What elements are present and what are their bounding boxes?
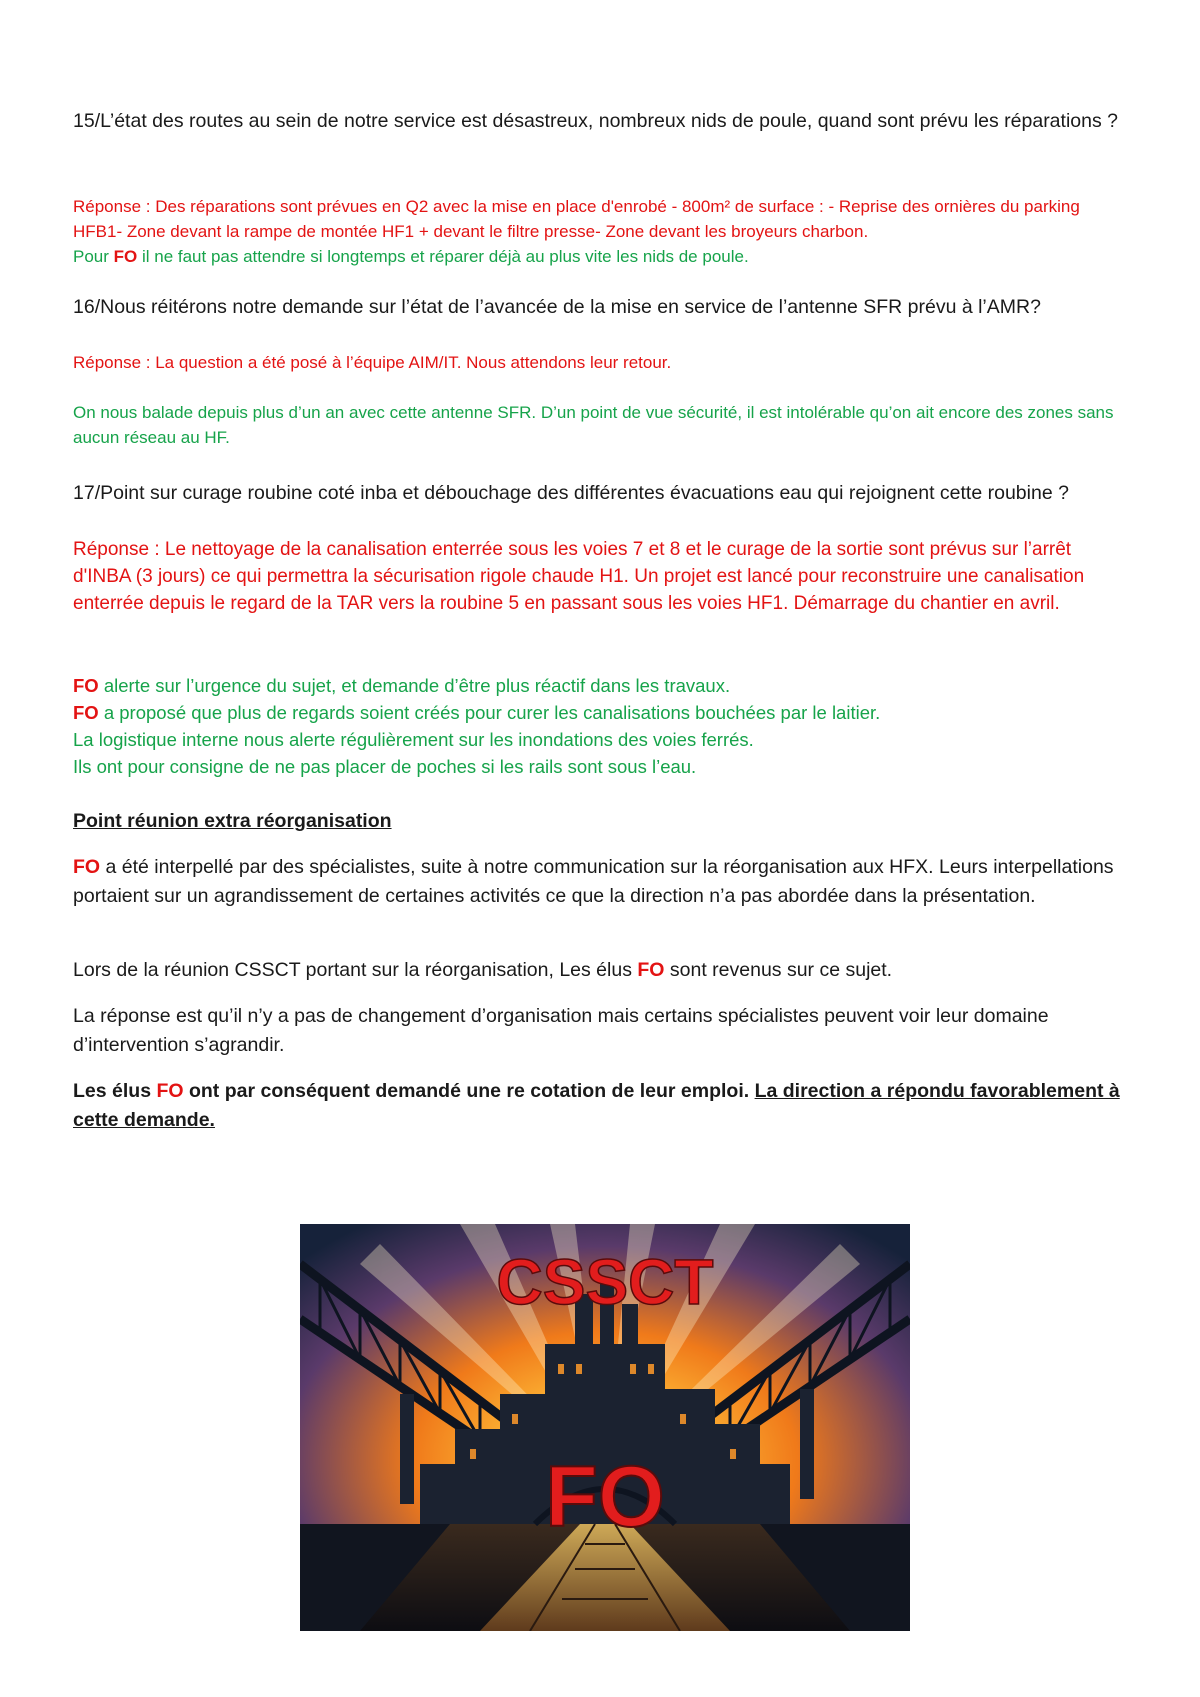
- question-17: 17/Point sur curage roubine coté inba et débouchage des différentes évacuations eau qui rejoignent cette roubine ?: [73, 482, 1069, 504]
- reorg-paragraph-4: Les élus FO ont par conséquent demandé une re cotation de leur emploi. La direction a répondu favorablement à cette demande.: [73, 1080, 1120, 1131]
- reorg-paragraph-1: FO a été interpellé par des spécialistes, suite à notre communication sur la réorganisation aux HFX. Leurs interpellations portaient sur un agrandissement de certaines activités ce que la direction n’a pas abordée dans la présentation.: [73, 856, 1114, 907]
- fo-line-3: La logistique interne nous alerte régulièrement sur les inondations des voies ferrés.: [73, 729, 754, 750]
- question-15: 15/L’état des routes au sein de notre service est désastreux, nombreux nids de poule, quand sont prévu les réparations ?: [73, 110, 1118, 132]
- poster-title: CSSCT: [496, 1246, 714, 1318]
- fo-line-4: Ils ont pour consigne de ne pas placer de poches si les rails sont sous l’eau.: [73, 756, 697, 777]
- section-heading: Point réunion extra réorganisation: [73, 810, 392, 832]
- response-17: Réponse : Le nettoyage de la canalisation enterrée sous les voies 7 et 8 et le curage de la sortie sont prévus sur l’arrêt d'INBA (3 jours) ce qui permettra la sécurisation rigole chaude H1. Un projet est lancé pour reconstruire une canalisation enterrée depuis le regard de la TAR vers la roubine 5 en passant sous les voies HF1. Démarrage du chantier en avril.: [73, 539, 1085, 614]
- fo-label: FO: [73, 702, 99, 723]
- fo-comment-17: [73, 672, 1133, 780]
- question-16: 16/Nous réitérons notre demande sur l’état de l’avancée de la mise en service de l’antenne SFR prévu à l’AMR?: [73, 296, 1041, 318]
- fo-label: FO: [637, 959, 665, 981]
- fo-line-1: FO alerte sur l’urgence du sujet, et demande d’être plus réactif dans les travaux.: [73, 675, 731, 696]
- fo-comment-16: On nous balade depuis plus d’un an avec cette antenne SFR. D’un point de vue sécurité, il est intolérable qu’on ait encore des zones sans aucun réseau au HF.: [73, 403, 1114, 447]
- fo-label: FO: [73, 675, 99, 696]
- response-16: Réponse : La question a été posé à l’équipe AIM/IT. Nous attendons leur retour.: [73, 353, 672, 372]
- poster-fo-logo: FO: [545, 1449, 665, 1545]
- fo-comment-15: Pour FO il ne faut pas attendre si longtemps et réparer déjà au plus vite les nids de poule.: [73, 247, 749, 266]
- cssct-fo-poster: [300, 1224, 910, 1631]
- fo-label: FO: [73, 856, 101, 878]
- fo-label: FO: [156, 1080, 184, 1102]
- direction-answer: La direction a répondu favorablement à cette demande.: [73, 1080, 1120, 1131]
- fo-label: FO: [113, 247, 138, 266]
- fo-line-2: FO a proposé que plus de regards soient créés pour curer les canalisations bouchées par le laitier.: [73, 702, 881, 723]
- reorg-paragraph-3: La réponse est qu’il n’y a pas de changement d’organisation mais certains spécialistes peuvent voir leur domaine d’intervention s’agrandir.: [73, 1005, 1049, 1056]
- response-15: Réponse : Des réparations sont prévues en Q2 avec la mise en place d'enrobé - 800m² de surface : - Reprise des ornières du parking HFB1- Zone devant la rampe de montée HF1 + devant le filtre presse- Zone devant les broyeurs charbon.: [73, 197, 1080, 241]
- reorg-paragraph-2: Lors de la réunion CSSCT portant sur la réorganisation, Les élus FO sont revenus sur ce sujet.: [73, 959, 893, 981]
